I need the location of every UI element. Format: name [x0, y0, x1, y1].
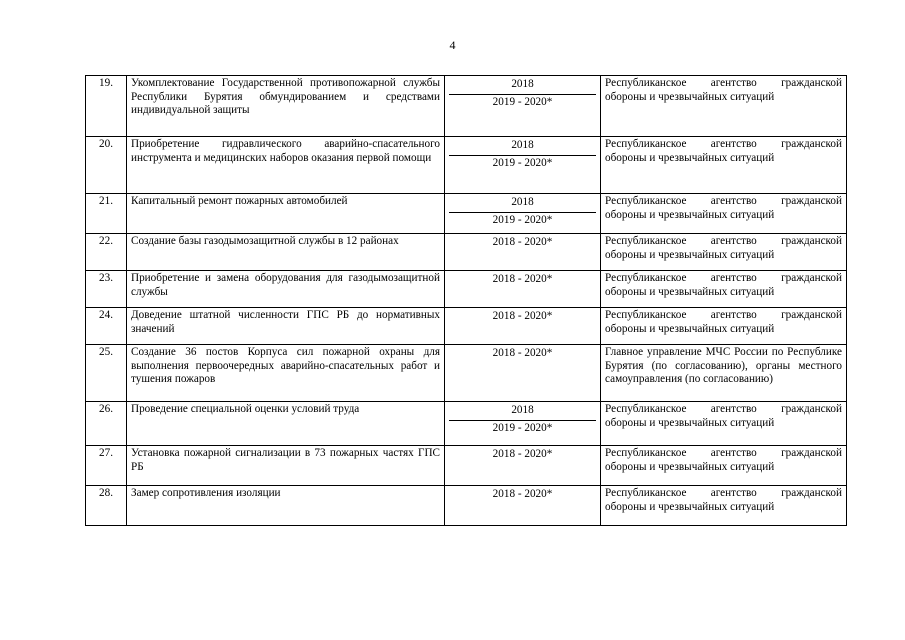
- table-row: [86, 271, 847, 308]
- term-value: 2019 - 2020*: [449, 155, 596, 173]
- responsible-organization: Республиканское агентство гражданской обороны и чрезвычайных ситуаций: [601, 234, 847, 271]
- table-row: [86, 446, 847, 486]
- table-row: [86, 76, 847, 137]
- measure-name: Проведение специальной оценки условий труда: [127, 402, 445, 446]
- responsible-organization: Республиканское агентство гражданской обороны и чрезвычайных ситуаций: [601, 194, 847, 234]
- measure-name: Создание базы газодымозащитной службы в 12 районах: [127, 234, 445, 271]
- table-row: [86, 308, 847, 345]
- term-value: 2018 - 2020*: [492, 488, 553, 500]
- term-value: 2018 - 2020*: [492, 448, 553, 460]
- measure-name: Доведение штатной численности ГПС РБ до нормативных значений: [127, 308, 445, 345]
- term-value: 2019 - 2020*: [449, 420, 596, 438]
- term-cell: [445, 486, 601, 526]
- measure-name: Приобретение гидравлического аварийно-спасательного инструмента и медицинских наборов оказания первой помощи: [127, 137, 445, 194]
- term-value: 2018: [511, 78, 534, 90]
- row-number: 26.: [86, 402, 127, 446]
- responsible-organization: Республиканское агентство гражданской обороны и чрезвычайных ситуаций: [601, 76, 847, 137]
- term-value: 2018: [511, 139, 534, 151]
- responsible-organization: Республиканское агентство гражданской обороны и чрезвычайных ситуаций: [601, 137, 847, 194]
- row-number: 22.: [86, 234, 127, 271]
- term-value: 2018 - 2020*: [492, 236, 553, 248]
- row-number: 28.: [86, 486, 127, 526]
- term-cell: [445, 194, 601, 234]
- page-number: 4: [449, 38, 456, 52]
- table-row: [86, 137, 847, 194]
- measures-table: [85, 75, 847, 526]
- responsible-organization: Республиканское агентство гражданской обороны и чрезвычайных ситуаций: [601, 402, 847, 446]
- responsible-organization: Главное управление МЧС России по Республике Бурятия (по согласованию), органы местного самоуправления (по согласованию): [601, 345, 847, 402]
- term-cell: [445, 234, 601, 271]
- table-row: [86, 402, 847, 446]
- measure-name: Укомплектование Государственной противопожарной службы Республики Бурятия обмундированием и средствами индивидуальной защиты: [127, 76, 445, 137]
- term-cell: [445, 345, 601, 402]
- responsible-organization: Республиканское агентство гражданской обороны и чрезвычайных ситуаций: [601, 486, 847, 526]
- row-number: 24.: [86, 308, 127, 345]
- responsible-organization: Республиканское агентство гражданской обороны и чрезвычайных ситуаций: [601, 271, 847, 308]
- term-value: 2018 - 2020*: [492, 273, 553, 285]
- responsible-organization: Республиканское агентство гражданской обороны и чрезвычайных ситуаций: [601, 446, 847, 486]
- measure-name: Замер сопротивления изоляции: [127, 486, 445, 526]
- measure-name: Создание 36 постов Корпуса сил пожарной охраны для выполнения первоочередных аварийно-спасательных работ и тушения пожаров: [127, 345, 445, 402]
- table-row: [86, 194, 847, 234]
- term-value: 2018: [511, 196, 534, 208]
- row-number: 21.: [86, 194, 127, 234]
- table-row: [86, 234, 847, 271]
- measure-name: Приобретение и замена оборудования для газодымозащитной службы: [127, 271, 445, 308]
- row-number: 27.: [86, 446, 127, 486]
- term-cell: [445, 446, 601, 486]
- measure-name: Капитальный ремонт пожарных автомобилей: [127, 194, 445, 234]
- measures-table-body: [86, 76, 847, 526]
- table-row: [86, 486, 847, 526]
- term-cell: [445, 137, 601, 194]
- term-value: 2019 - 2020*: [449, 94, 596, 112]
- table-row: [86, 345, 847, 402]
- row-number: 20.: [86, 137, 127, 194]
- row-number: 25.: [86, 345, 127, 402]
- row-number: 23.: [86, 271, 127, 308]
- term-value: 2018: [511, 404, 534, 416]
- responsible-organization: Республиканское агентство гражданской обороны и чрезвычайных ситуаций: [601, 308, 847, 345]
- row-number: 19.: [86, 76, 127, 137]
- term-value: 2018 - 2020*: [492, 347, 553, 359]
- term-cell: [445, 402, 601, 446]
- term-cell: [445, 271, 601, 308]
- term-value: 2018 - 2020*: [492, 310, 553, 322]
- term-value: 2019 - 2020*: [449, 212, 596, 230]
- term-cell: [445, 76, 601, 137]
- term-cell: [445, 308, 601, 345]
- measure-name: Установка пожарной сигнализации в 73 пожарных частях ГПС РБ: [127, 446, 445, 486]
